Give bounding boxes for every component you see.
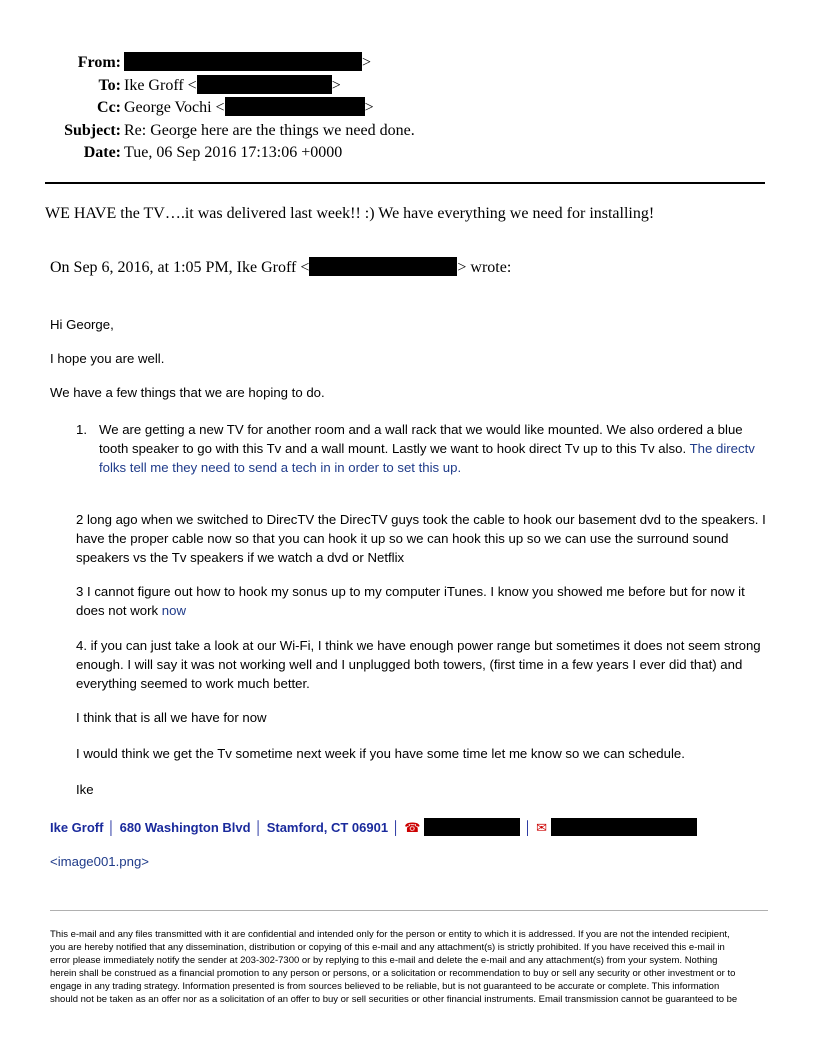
redacted-cc-address xyxy=(225,97,365,116)
to-row xyxy=(0,75,816,97)
date-row xyxy=(0,142,816,164)
cc-label: Cc: xyxy=(97,99,121,116)
item-4: 4. if you can just take a look at our Wi-Fi, I think we have enough power range but sometimes it does not seem strong enough. I will say it was not working well and I unplugged both towers, (first time in a few years I ever did that) and everything seemed to work much better. xyxy=(76,638,761,691)
closing-line-2: I would think we get the Tv sometime next week if you have some time let me know so we can schedule. xyxy=(76,746,685,761)
legal-disclaimer: This e-mail and any files transmitted with it are confidential and intended only for the person or entity to which it is addressed. If you are not the intended recipient, you are hereby notified that any dissemination, distribution or copying of this e-mail and any attachment(s) is strictly prohibited. If you have received this e-mail in error please immediately notify the sender at 203-302-7300 or by replying to this e-mail and delete the e-mail and any attachment(s) from your system. Nothing herein shall be construed as a financial promotion to any person or persons, or a solicitation or recommendation to buy or sell any security or other investment or to engage in any trading strategy. Information presented is from sources believed to be reliable, but is not guaranteed to be accurate or complete. This information should not be taken as an offer nor as a solicitation of an offer to buy or sell securities or other financial instruments. Email transmission cannot be guaranteed to be xyxy=(50,929,738,1005)
signature-address: 680 Washington Blvd xyxy=(119,820,251,835)
from-row xyxy=(0,52,816,74)
disclaimer-divider xyxy=(50,910,768,911)
header-divider xyxy=(45,182,765,184)
from-value: > xyxy=(124,52,371,74)
quoted-attribution: On Sep 6, 2016, at 1:05 PM, Ike Groff < > wrote: xyxy=(50,259,512,276)
subject-row xyxy=(0,120,816,142)
signature-city: Stamford, CT 06901 xyxy=(266,820,389,835)
item-2: 2 long ago when we switched to DirecTV the DirecTV guys took the cable to hook our basement dvd to the speakers. I have the proper cable now so that you can hook it up so we can hook this up so we can use the surround sound speakers vs the Tv speakers if we watch a dvd or Netflix xyxy=(76,512,766,565)
subject-label: Subject: xyxy=(64,122,121,139)
redacted-quoted-address xyxy=(309,257,457,276)
date-label: Date: xyxy=(83,144,121,161)
email-signature: Ike Groff │ 680 Washington Blvd │ Stamford, CT 06901 │ ☎ │ ✉ xyxy=(50,818,697,837)
date-value: Tue, 06 Sep 2016 17:13:06 +0000 xyxy=(124,144,343,161)
cc-row xyxy=(0,97,816,119)
phone-icon: ☎ xyxy=(404,820,421,835)
list-item-number: 1. xyxy=(76,422,87,437)
closing-line-1: I think that is all we have for now xyxy=(76,710,267,725)
envelope-icon: ✉ xyxy=(536,820,548,835)
reply-message: WE HAVE the TV….it was delivered last week!! :) We have everything we need for installing! xyxy=(45,205,655,222)
hope-line: I hope you are well. xyxy=(50,351,165,366)
signature-name: Ike Groff xyxy=(50,820,104,835)
greeting: Hi George, xyxy=(50,317,114,332)
attachment-reference: <image001.png> xyxy=(50,854,149,869)
to-value: Ike Groff < > xyxy=(124,77,341,94)
to-label: To: xyxy=(98,77,121,94)
redacted-phone xyxy=(424,818,520,836)
subject-value: Re: George here are the things we need done. xyxy=(124,122,415,139)
intro-line: We have a few things that we are hoping to do. xyxy=(50,385,325,400)
from-label: From: xyxy=(77,54,121,71)
item-3: 3 I cannot figure out how to hook my sonus up to my computer iTunes. I know you showed me before but for now it does not work now xyxy=(76,584,745,618)
redacted-sender xyxy=(124,52,362,71)
cc-value: George Vochi < > xyxy=(124,99,374,116)
redacted-to-address xyxy=(197,75,332,94)
redacted-email xyxy=(551,818,697,836)
sign-off-name: Ike xyxy=(76,782,94,797)
list-item-text: We are getting a new TV for another room and a wall rack that we would like mounted. We also ordered a blue tooth speaker to go with this Tv and a wall mount. Lastly we want to hook direct Tv up to this Tv also. The directv folks tell me they need to send a tech in in order to set this up. xyxy=(99,422,755,475)
